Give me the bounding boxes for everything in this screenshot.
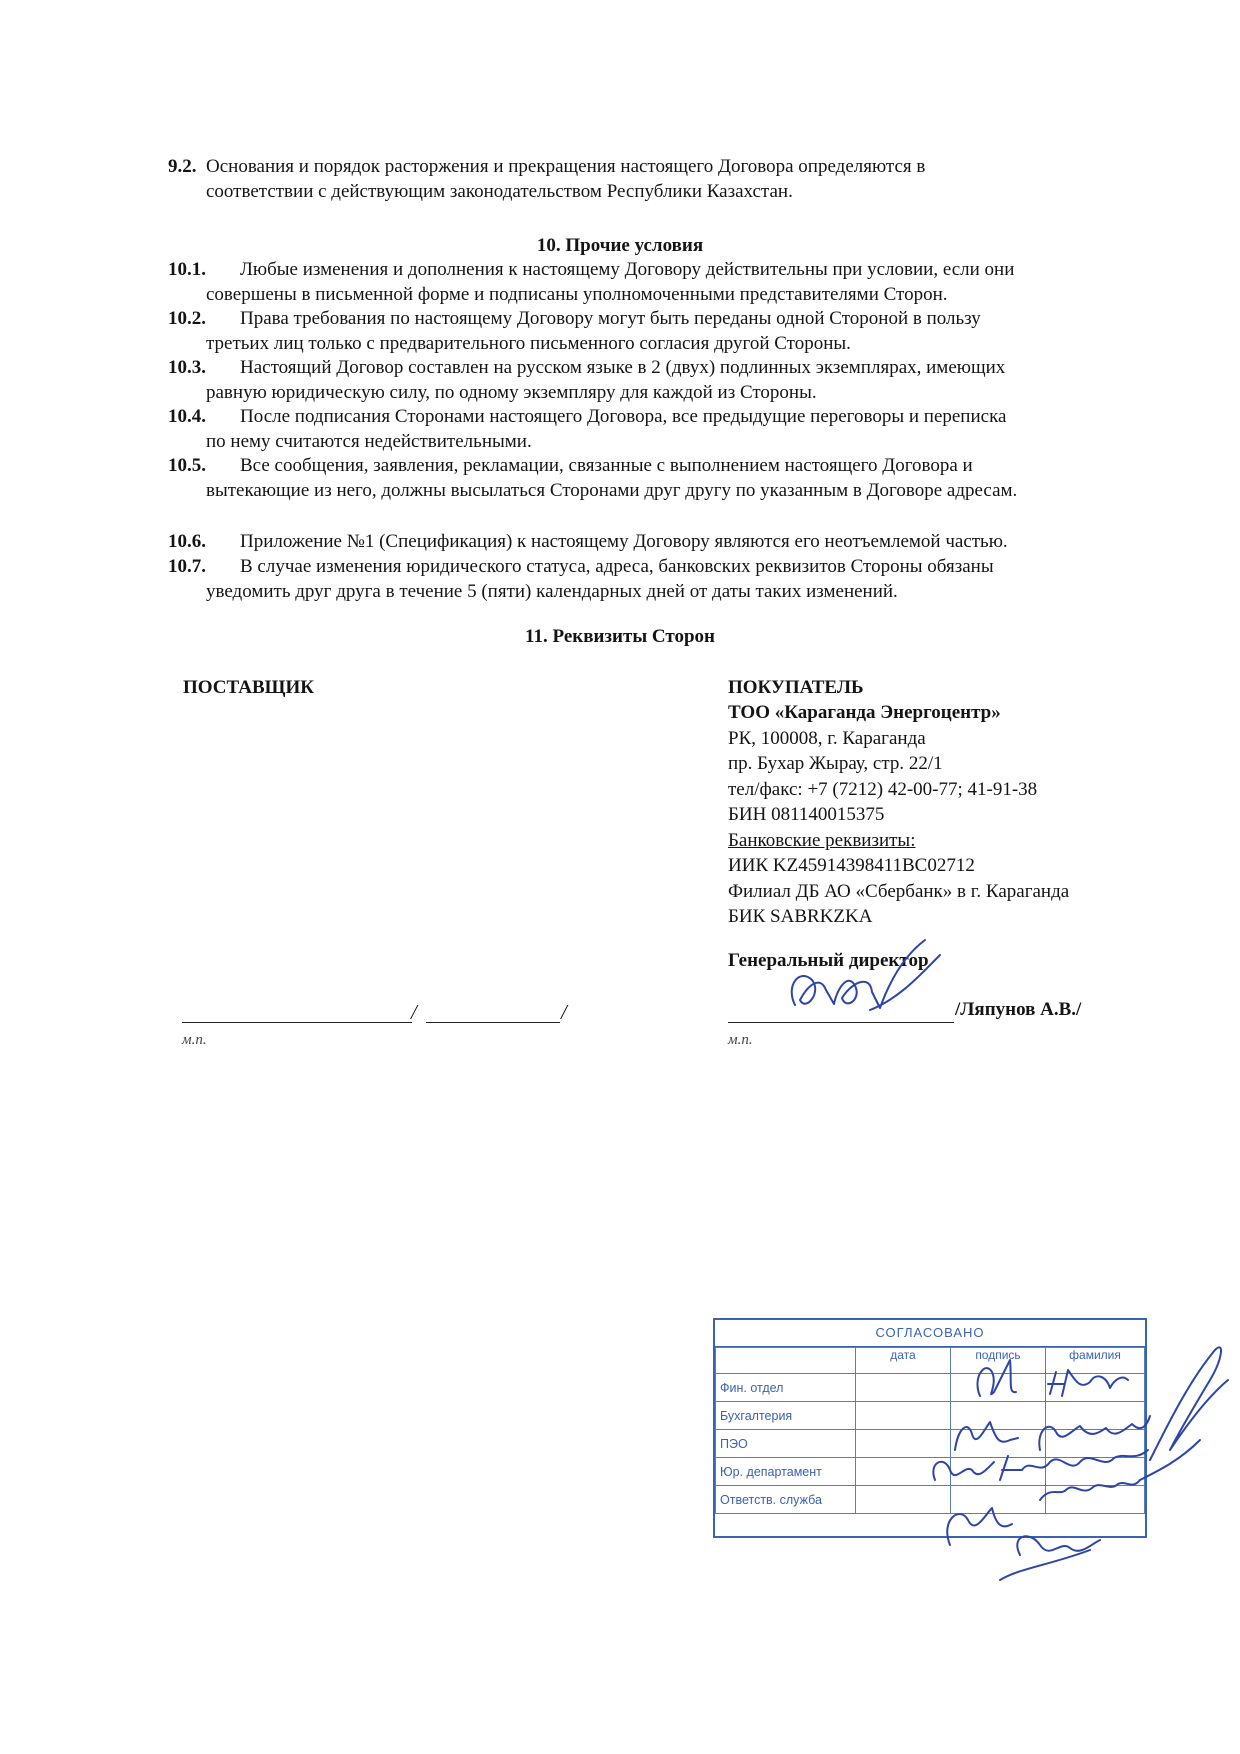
clause-10-2 — [168, 306, 1138, 356]
clause-text: После подписания Сторонами настоящего Договора, все предыдущие переговоры и переписка — [240, 406, 1007, 427]
buyer-bik: БИК SABRKZKA — [728, 906, 873, 927]
clause-text: Все сообщения, заявления, рекламации, связанные с выполнением настоящего Договора и — [240, 455, 973, 476]
clause-text-continued: уведомить друг друга в течение 5 (пяти) календарных дней от даты таких изменений. — [206, 581, 898, 602]
clause-text-continued: соответствии с действующим законодательством Республики Казахстан. — [206, 181, 793, 202]
bottom-signature — [1000, 1536, 1100, 1580]
clause-text: Права требования по настоящему Договору могут быть переданы одной Стороной в пользу — [240, 308, 981, 329]
buyer-signer-name: /Ляпунов А.В./ — [955, 999, 1082, 1020]
clause-text: В случае изменения юридического статуса, адреса, банковских реквизитов Стороны обязаны — [240, 556, 994, 577]
stamp-title: СОГЛАСОВАНО — [715, 1320, 1145, 1347]
clause-number: 10.1. — [168, 259, 206, 280]
approval-row — [716, 1430, 1145, 1458]
side-signature — [1140, 1347, 1228, 1480]
buyer-details — [728, 700, 1198, 930]
clause-text-continued: вытекающие из него, должны высылаться Сторонами друг другу по указанным в Договоре адресам. — [206, 480, 1018, 501]
buyer-bank: Филиал ДБ АО «Сбербанк» в г. Караганда — [728, 880, 1070, 902]
clause-10-6 — [168, 529, 1138, 554]
approval-row-label: Фин. отдел — [716, 1374, 856, 1402]
section-11-title: 11. Реквизиты Сторон — [525, 626, 715, 647]
clause-text-continued: равную юридическую силу, по одному экземпляру для каждой из Стороны. — [206, 382, 817, 403]
supplier-stamp-place: м.п. — [182, 1032, 207, 1048]
approval-header-row — [716, 1348, 1145, 1374]
supplier-heading: ПОСТАВЩИК — [183, 677, 315, 698]
clause-text: Основания и порядок расторжения и прекращения настоящего Договора определяются в — [206, 156, 926, 177]
approval-row-label: ПЭО — [716, 1430, 856, 1458]
clause-number: 10.5. — [168, 455, 206, 476]
clause-10-1 — [168, 257, 1138, 307]
buyer-iik: ИИК KZ45914398411BC02712 — [728, 855, 975, 876]
clause-number: 10.6. — [168, 531, 206, 552]
buyer-address-line-1: РК, 100008, г. Караганда — [728, 727, 926, 749]
buyer-bank-label: Банковские реквизиты: — [728, 829, 916, 851]
clause-text-continued: совершены в письменной форме и подписаны уполномоченными представителями Сторон. — [206, 284, 948, 305]
buyer-heading: ПОКУПАТЕЛЬ — [728, 677, 864, 698]
approval-stamp — [713, 1318, 1147, 1538]
clause-number: 10.7. — [168, 556, 206, 577]
buyer-phone: тел/факс: +7 (7212) 42-00-77; 41-91-38 — [728, 778, 1038, 800]
clause-number: 10.3. — [168, 357, 206, 378]
supplier-signature-slash: / — [411, 1000, 417, 1024]
clause-number: 10.4. — [168, 406, 206, 427]
approval-row — [716, 1374, 1145, 1402]
approval-header-cell: дата — [856, 1348, 951, 1374]
buyer-company: ТОО «Караганда Энергоцентр» — [728, 702, 1001, 723]
clause-10-4 — [168, 404, 1138, 454]
clause-9-2 — [168, 154, 1138, 204]
approval-row-label: Ответств. служба — [716, 1486, 856, 1514]
clause-10-5 — [168, 453, 1138, 503]
approval-row — [716, 1486, 1145, 1514]
director-title: Генеральный директор — [728, 950, 929, 971]
clause-number: 10.2. — [168, 308, 206, 329]
approval-row — [716, 1458, 1145, 1486]
clause-text-continued: по нему считаются недействительными. — [206, 431, 532, 452]
approval-row-label: Бухгалтерия — [716, 1402, 856, 1430]
clause-text: Приложение №1 (Спецификация) к настоящему Договору являются его неотъемлемой частью. — [240, 531, 1008, 552]
clause-10-7 — [168, 554, 1138, 604]
section-10-title: 10. Прочие условия — [536, 235, 704, 256]
approval-header-cell: фамилия — [1046, 1348, 1145, 1374]
clause-text: Любые изменения и дополнения к настоящему Договору действительны при условии, если они — [240, 259, 1015, 280]
buyer-signature-line — [728, 1022, 954, 1023]
clause-number: 9.2. — [168, 156, 197, 177]
approval-row — [716, 1402, 1145, 1430]
buyer-stamp-place: м.п. — [728, 1032, 753, 1048]
approval-header-cell: подпись — [951, 1348, 1046, 1374]
supplier-name-line — [426, 1022, 560, 1023]
approval-header-cell — [716, 1348, 856, 1374]
supplier-name-slash: / — [561, 1000, 567, 1024]
clause-text: Настоящий Договор составлен на русском языке в 2 (двух) подлинных экземплярах, имеющих — [240, 357, 1006, 378]
buyer-bin: БИН 081140015375 — [728, 804, 885, 825]
approval-row-label: Юр. департамент — [716, 1458, 856, 1486]
clause-text-continued: третьих лиц только с предварительного письменного согласия другой Стороны. — [206, 333, 851, 354]
supplier-signature-line — [182, 1022, 412, 1023]
clause-10-3 — [168, 355, 1138, 405]
approval-table — [715, 1347, 1145, 1514]
buyer-address-line-2: пр. Бухар Жырау, стр. 22/1 — [728, 753, 943, 774]
